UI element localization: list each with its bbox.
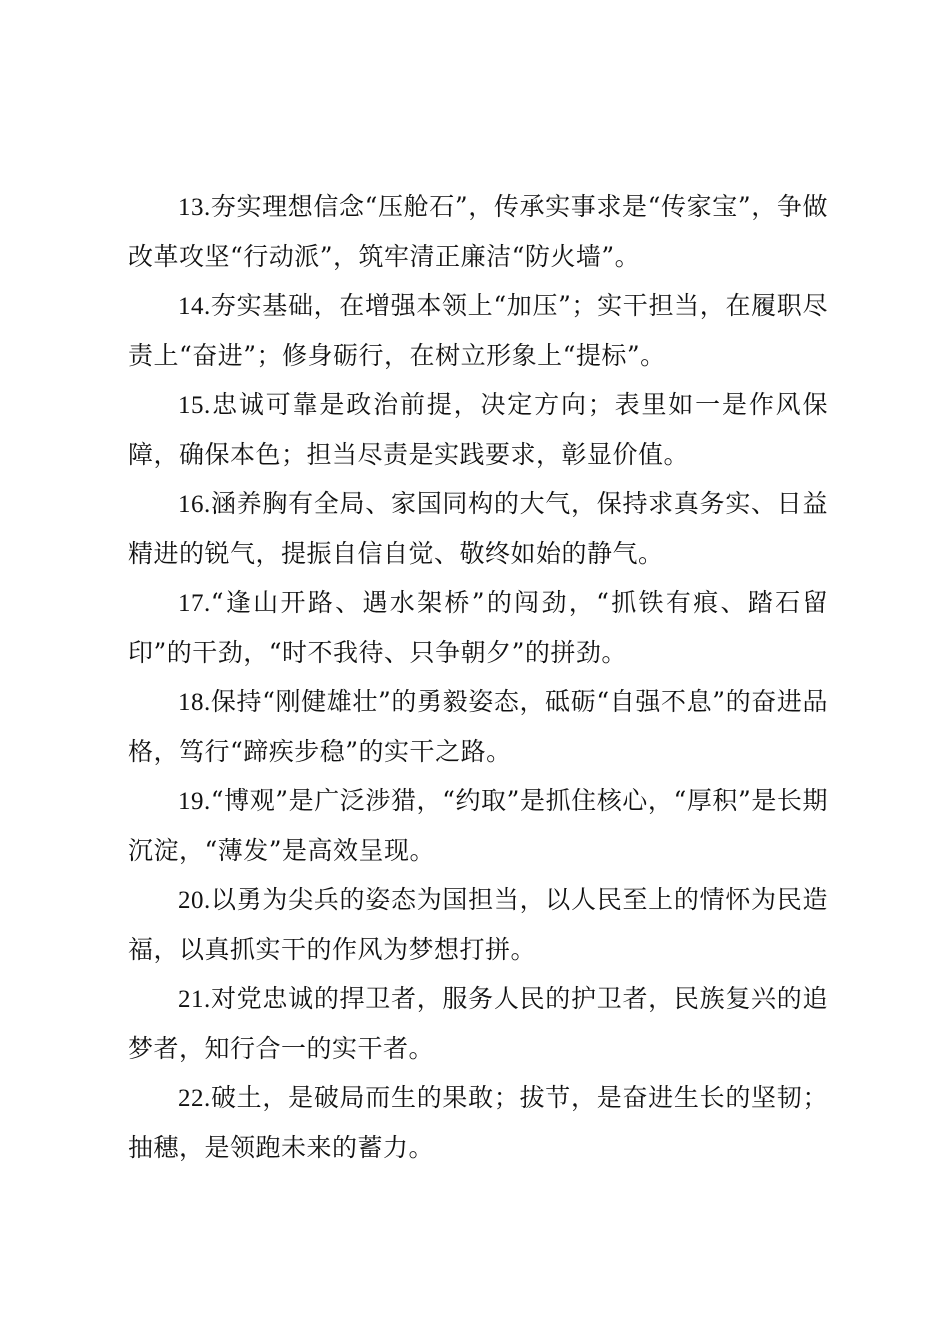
list-item [128,479,828,578]
item-number: 15. [178,392,211,419]
list-item [128,182,828,281]
item-text: 对党忠诚的捍卫者，服务人民的护卫者，民族复兴的追梦者，知行合一的实干者。 [128,984,828,1063]
item-text: 破土，是破局而生的果敢；拔节，是奋进生长的坚韧；抽穗，是领跑未来的蓄力。 [128,1083,828,1162]
item-number: 18. [178,689,211,716]
item-number: 21. [178,986,211,1013]
list-item [128,776,828,875]
list-item [128,974,828,1073]
item-text: 忠诚可靠是政治前提，决定方向；表里如一是作风保障，确保本色；担当尽责是实践要求，彰显价值。 [128,390,828,469]
list-item [128,380,828,479]
item-number: 13. [178,194,211,221]
item-number: 14. [178,293,211,320]
list-item [128,875,828,974]
document-body [128,182,828,1172]
item-text: 夯实基础，在增强本领上“加压”；实干担当，在履职尽责上“奋进”；修身砺行，在树立形象上“提标”。 [128,291,828,370]
item-text: 涵养胸有全局、家国同构的大气，保持求真务实、日益精进的锐气，提振自信自觉、敬终如始的静气。 [128,489,828,568]
item-text: 保持“刚健雄壮”的勇毅姿态，砥砺“自强不息”的奋进品格，笃行“蹄疾步稳”的实干之路。 [128,687,828,766]
item-number: 16. [178,491,211,518]
item-text: 以勇为尖兵的姿态为国担当，以人民至上的情怀为民造福，以真抓实干的作风为梦想打拼。 [128,885,828,964]
item-number: 19. [178,788,211,815]
item-number: 17. [178,590,211,617]
list-item [128,578,828,677]
list-item [128,1073,828,1172]
item-number: 20. [178,887,211,914]
item-text: 夯实理想信念“压舱石”，传承实事求是“传家宝”，争做改革攻坚“行动派”，筑牢清正廉洁“防火墙”。 [128,192,829,271]
item-number: 22. [178,1085,211,1112]
item-text: “博观”是广泛涉猎，“约取”是抓住核心，“厚积”是长期沉淀，“薄发”是高效呈现。 [128,786,828,865]
list-item [128,281,828,380]
list-item [128,677,828,776]
item-text: “逢山开路、遇水架桥”的闯劲，“抓铁有痕、踏石留印”的干劲，“时不我待、只争朝夕”的拼劲。 [128,588,828,667]
